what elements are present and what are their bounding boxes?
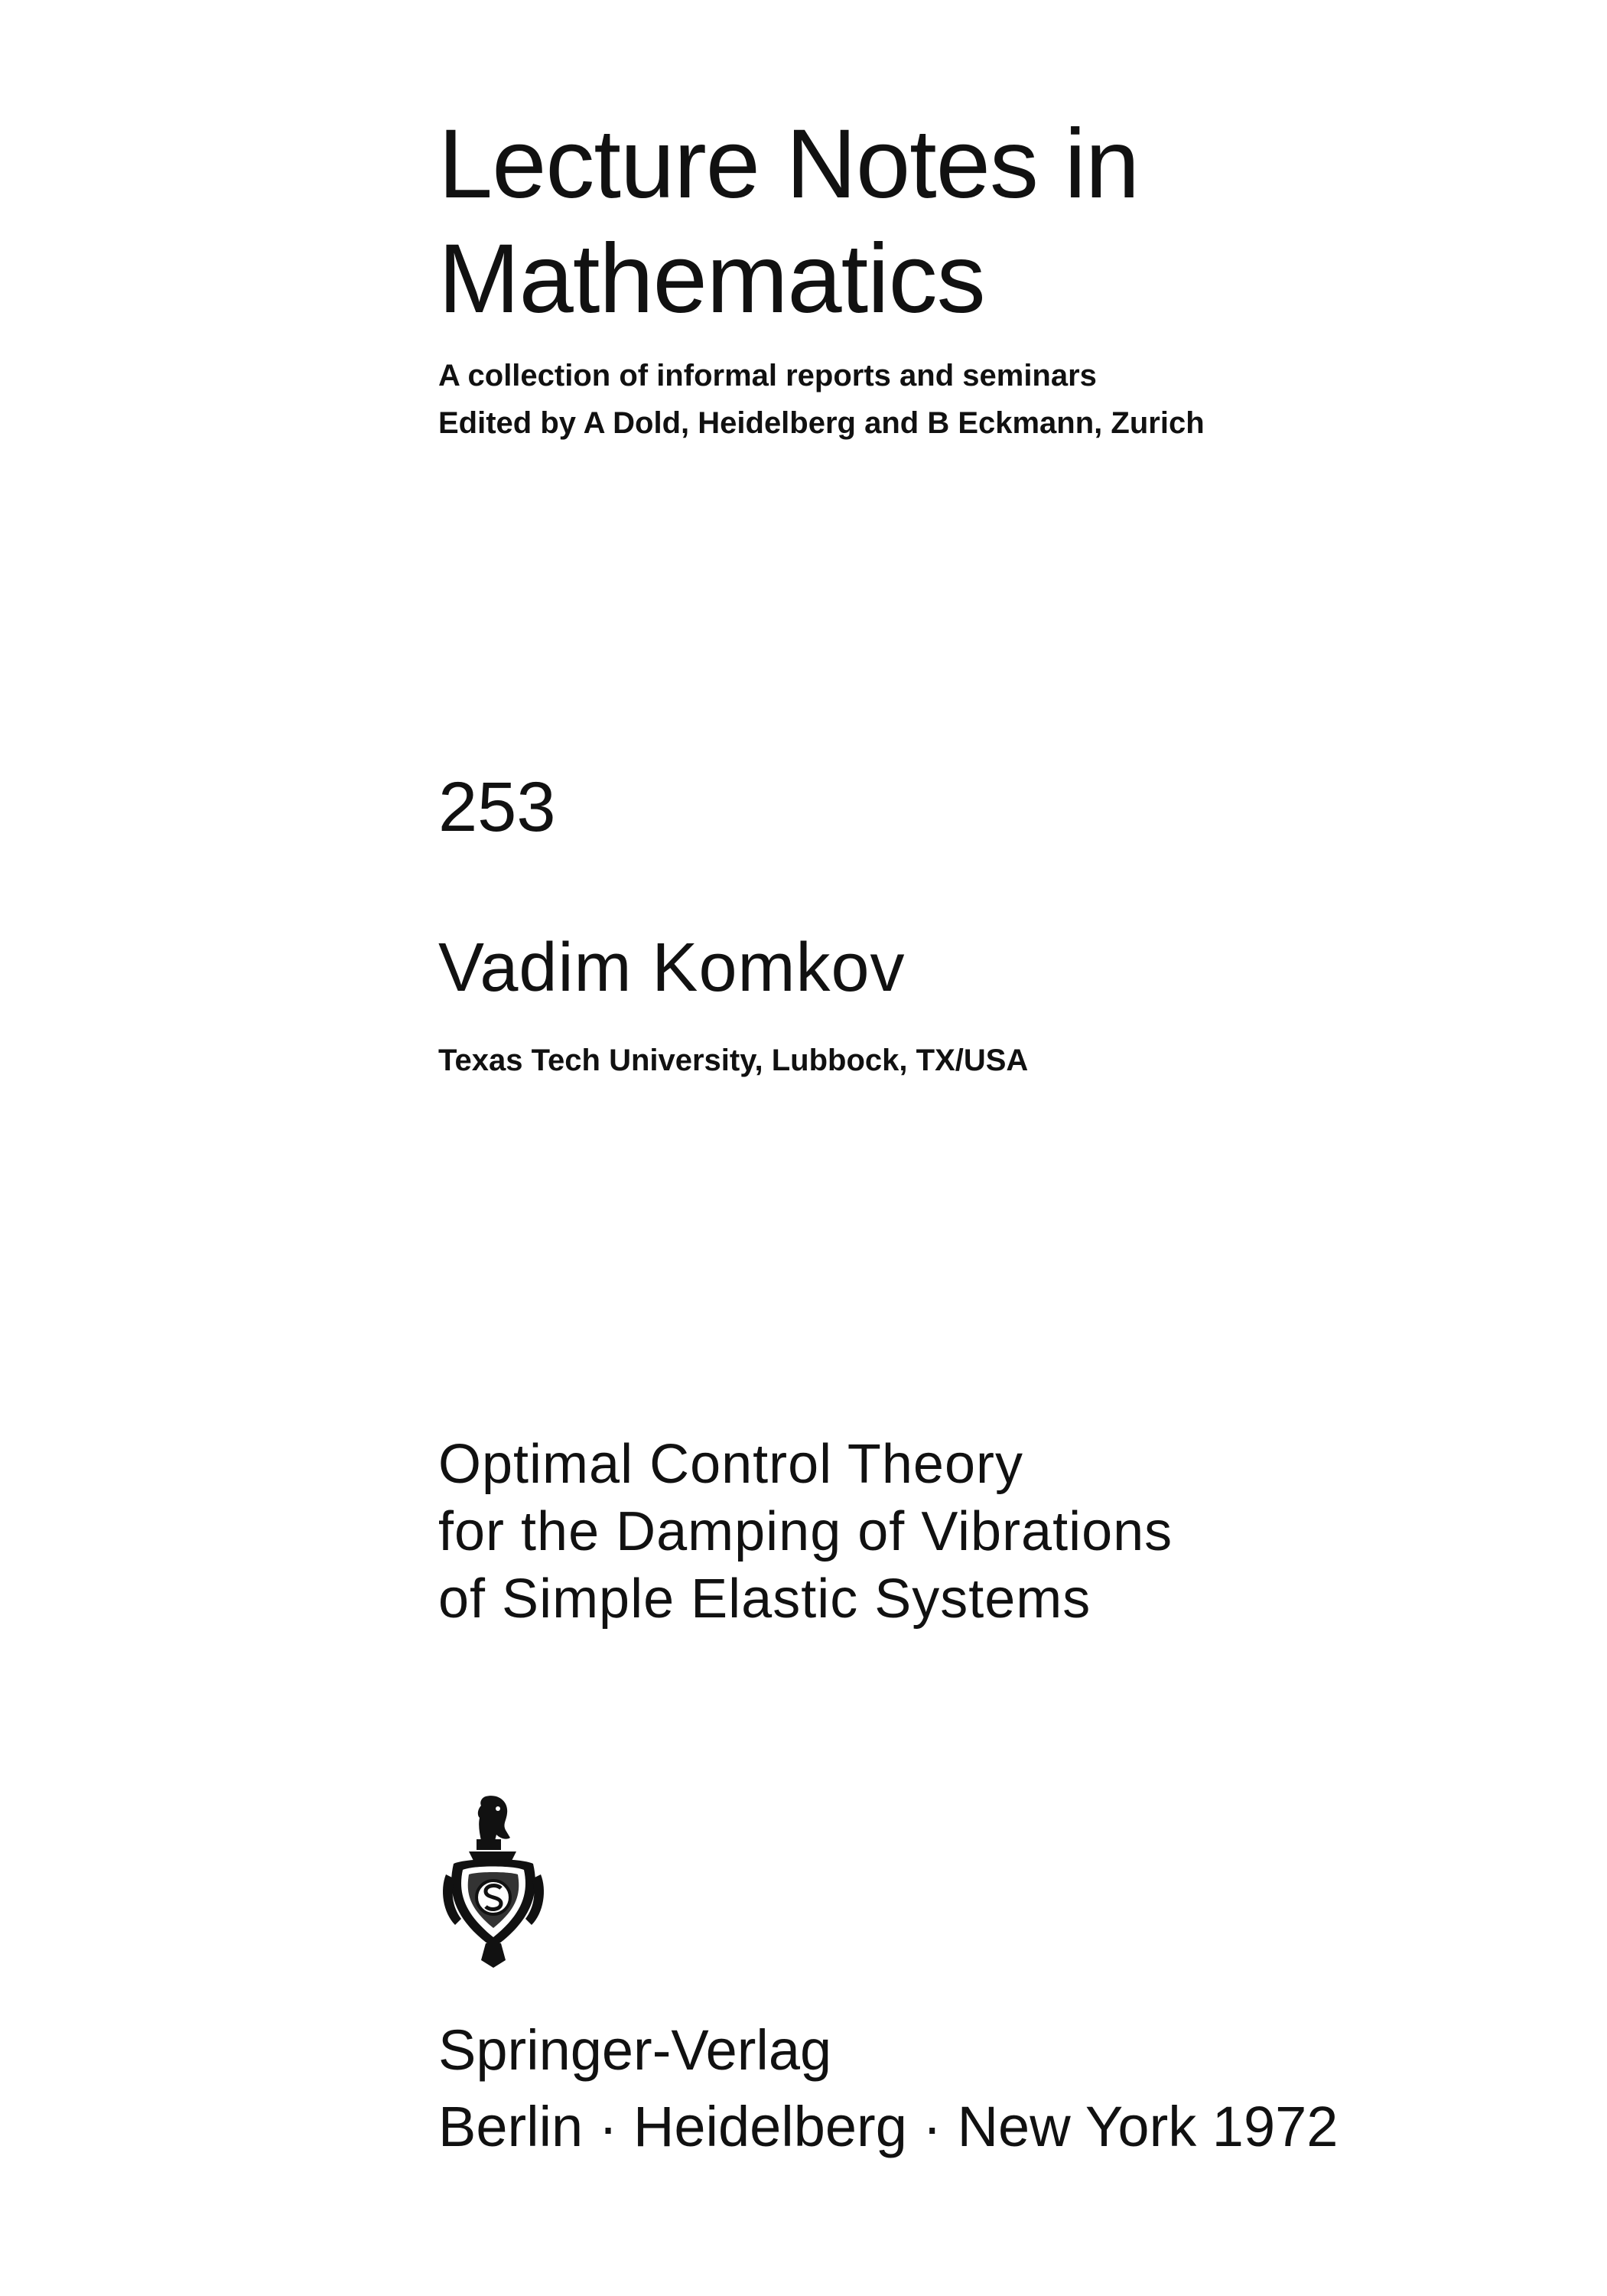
publisher (438, 2012, 1338, 2165)
publisher-name: Springer-Verlag (438, 2018, 832, 2082)
book-title-line-2: for the Damping of Vibrations (438, 1501, 1173, 1562)
book-title (438, 1431, 1173, 1633)
springer-knight-icon (432, 1790, 555, 1974)
volume-number: 253 (438, 768, 556, 846)
book-title-line-1: Optimal Control Theory (438, 1434, 1023, 1495)
series-title-line-1: Lecture Notes in (438, 109, 1140, 219)
series-title (438, 107, 1139, 337)
series-editors: Edited by A Dold, Heidelberg and B Eckmann, Zurich (438, 406, 1205, 440)
series-subtitle: A collection of informal reports and seminars (438, 359, 1097, 392)
series-title-line-2: Mathematics (438, 224, 985, 334)
series-info (438, 352, 1205, 447)
publisher-places-year: Berlin · Heidelberg · New York 1972 (438, 2095, 1339, 2158)
book-title-line-3: of Simple Elastic Systems (438, 1568, 1091, 1630)
author-affiliation: Texas Tech University, Lubbock, TX/USA (438, 1044, 1029, 1077)
author-name: Vadim Komkov (438, 930, 906, 1006)
